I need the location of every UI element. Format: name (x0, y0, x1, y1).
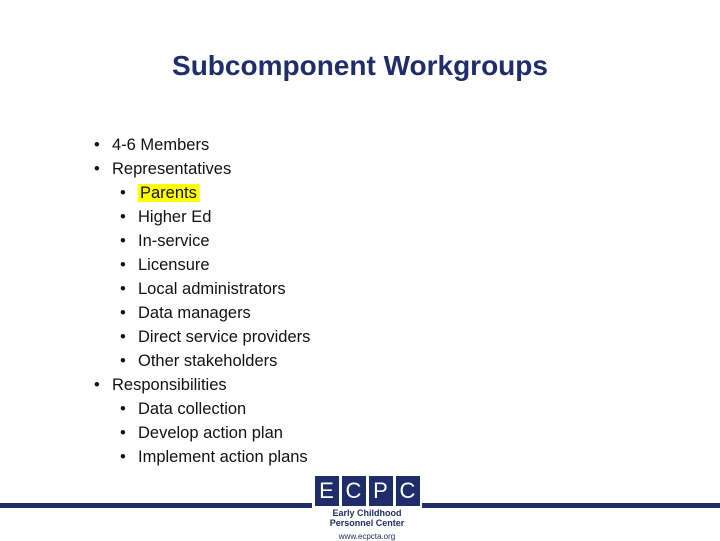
sub-bullet-item: • Higher Ed (114, 205, 310, 229)
sub-bullet-item: • Data managers (114, 301, 310, 325)
sub-bullet-item: • In-service (114, 229, 310, 253)
sub-bullet-item: • Licensure (114, 253, 310, 277)
logo-url: www.ecpcta.org (338, 532, 396, 541)
sub-bullet-item (114, 181, 310, 205)
sub-bullet-item: • Data collection (114, 397, 310, 421)
bullet-item: • Responsibilities (88, 373, 310, 397)
sub-bullet-item: • Direct service providers (114, 325, 310, 349)
bullet-item: • 4-6 Members (88, 133, 310, 157)
ecpc-logo (312, 474, 422, 541)
sub-bullet-item: • Develop action plan (114, 421, 310, 445)
logo-letter: C (342, 476, 366, 506)
logo-letter: C (396, 476, 420, 506)
logo-name: Early Childhood Personnel Center (329, 508, 405, 528)
bullet-item: • Representatives (88, 157, 310, 181)
bullet-list (88, 133, 310, 469)
sub-bullet-item: • Other stakeholders (114, 349, 310, 373)
slide-title: Subcomponent Workgroups (172, 50, 548, 81)
logo-letter: P (369, 476, 393, 506)
logo-letters (312, 474, 422, 506)
highlighted-text: Parents (140, 184, 197, 202)
sub-bullet-item: • Local administrators (114, 277, 310, 301)
sub-bullet-item: • Implement action plans (114, 445, 310, 469)
logo-letter: E (315, 476, 339, 506)
